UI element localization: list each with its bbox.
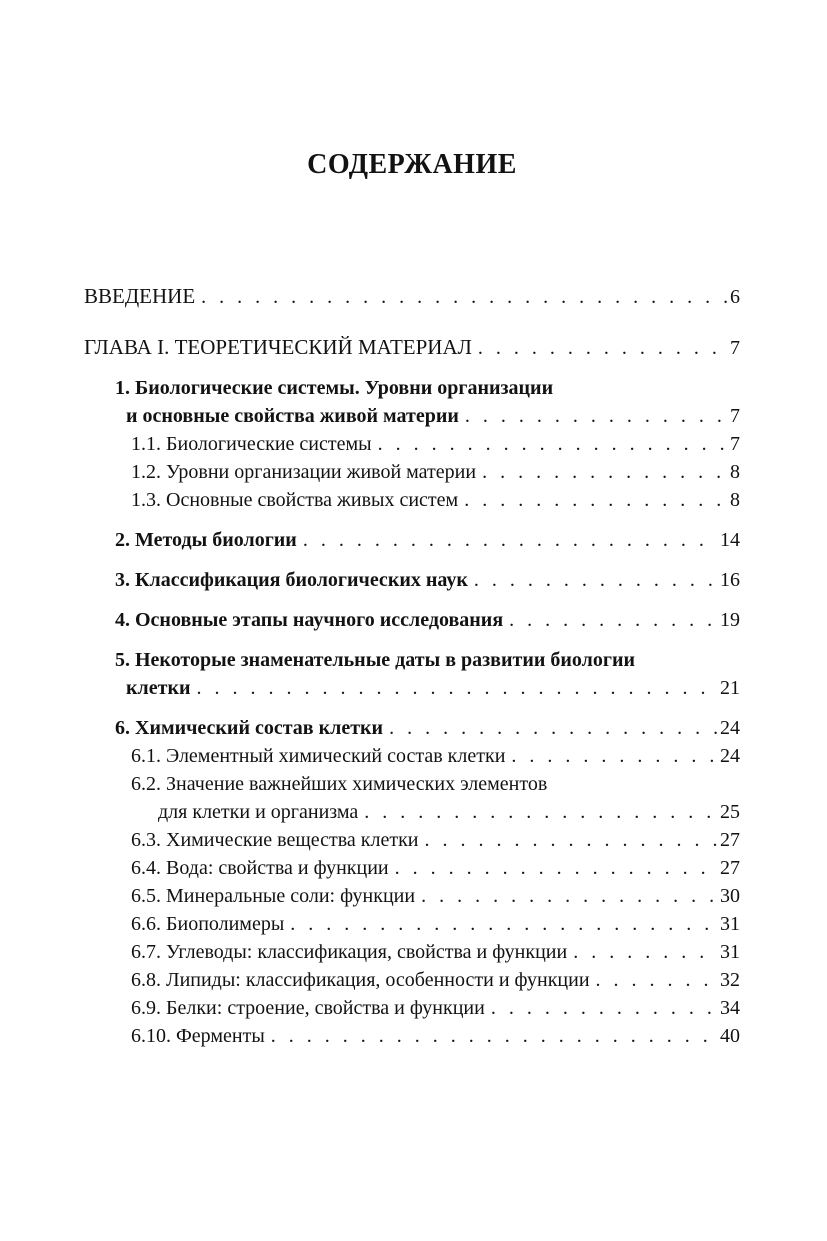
- toc-entry-text: 6.2. Значение важнейших химических элементов: [131, 773, 548, 795]
- page-number: 27: [720, 829, 740, 851]
- dot-leader: [596, 966, 717, 994]
- toc-entry: [84, 646, 740, 702]
- toc-line: [131, 1022, 740, 1050]
- toc-entry: [84, 882, 740, 910]
- toc-entry-text: 4. Основные этапы научного исследования: [115, 609, 504, 631]
- toc-entry-text: 6.5. Минеральные соли: функции: [131, 885, 416, 907]
- toc-entry-text: 6.7. Углеводы: классификация, свойства и функции: [131, 941, 568, 963]
- toc-entry-text: 6.10. Ферменты: [131, 1025, 265, 1047]
- toc-entry-text: 6.9. Белки: строение, свойства и функции: [131, 997, 485, 1019]
- dot-leader: [491, 994, 717, 1022]
- page-number: 7: [730, 405, 740, 427]
- toc-line: [115, 606, 740, 634]
- dot-leader: [474, 566, 717, 594]
- page-number: 25: [720, 801, 740, 823]
- toc-entry: [84, 910, 740, 938]
- toc-line: [131, 994, 740, 1022]
- toc-line: [131, 742, 740, 770]
- toc-line: [115, 646, 740, 674]
- toc-entry-text: 6.1. Элементный химический состав клетки: [131, 745, 506, 767]
- page-number: 14: [720, 529, 740, 551]
- dot-leader: [464, 486, 727, 514]
- dot-leader: [389, 714, 717, 742]
- page-number: 7: [730, 337, 740, 359]
- page-number: 8: [730, 461, 740, 483]
- toc-entry: [84, 742, 740, 770]
- page-number: 32: [720, 969, 740, 991]
- toc-entry-text: 6.6. Биополимеры: [131, 913, 285, 935]
- toc-line: [131, 770, 740, 798]
- page-number: 24: [720, 717, 740, 739]
- toc-entry: [84, 938, 740, 966]
- toc-line: [131, 938, 740, 966]
- dot-leader: [573, 938, 717, 966]
- dot-leader: [482, 458, 727, 486]
- toc-entry-text: 5. Некоторые знаменательные даты в развитии биологии: [115, 649, 635, 671]
- toc-line: [115, 526, 740, 554]
- dot-leader: [425, 826, 718, 854]
- toc-entry: [84, 826, 740, 854]
- toc-entry: [84, 994, 740, 1022]
- toc-line: [115, 402, 740, 430]
- toc-entry: [84, 458, 740, 486]
- toc-line: [115, 714, 740, 742]
- toc-line: [131, 966, 740, 994]
- page-number: 21: [720, 677, 740, 699]
- toc-entry-text: 6.4. Вода: свойства и функции: [131, 857, 389, 879]
- toc-entry: [84, 770, 740, 826]
- toc-line: [115, 566, 740, 594]
- toc-entry-text: 1.2. Уровни организации живой материи: [131, 461, 477, 483]
- page-number: 27: [720, 857, 740, 879]
- toc-entry-text: 1. Биологические системы. Уровни организации: [115, 377, 554, 399]
- toc-line: [115, 674, 740, 702]
- dot-leader: [364, 798, 717, 826]
- page-number: 24: [720, 745, 740, 767]
- page-number: 31: [720, 913, 740, 935]
- toc-entry-text: ВВЕДЕНИЕ: [84, 284, 196, 308]
- toc-entry: [84, 374, 740, 430]
- dot-leader: [421, 882, 717, 910]
- toc-entry: [84, 333, 740, 362]
- toc-line: [84, 333, 740, 362]
- toc-entry: [84, 282, 740, 311]
- toc-line: [84, 282, 740, 311]
- toc-entry: [84, 566, 740, 594]
- page-number: 6: [730, 286, 740, 308]
- toc-entry: [84, 714, 740, 742]
- page-number: 19: [720, 609, 740, 631]
- dot-leader: [378, 430, 727, 458]
- toc-entry-text: ГЛАВА I. ТЕОРЕТИЧЕСКИЙ МАТЕРИАЛ: [84, 335, 472, 359]
- toc-entry: [84, 966, 740, 994]
- dot-leader: [511, 742, 717, 770]
- toc-list: [84, 282, 740, 1050]
- toc-entry-text: клетки: [126, 677, 191, 699]
- toc-line: [131, 854, 740, 882]
- dot-leader: [303, 526, 717, 554]
- toc-entry: [84, 606, 740, 634]
- dot-leader: [197, 674, 718, 702]
- page-number: 40: [720, 1025, 740, 1047]
- toc-line: [131, 882, 740, 910]
- page-number: 31: [720, 941, 740, 963]
- toc-line: [131, 430, 740, 458]
- toc-line: [131, 798, 740, 826]
- page-title: СОДЕРЖАНИЕ: [307, 149, 517, 180]
- dot-leader: [509, 606, 717, 634]
- toc-line: [131, 486, 740, 514]
- toc-entry-text: 1.1. Биологические системы: [131, 433, 372, 455]
- page-number: 16: [720, 569, 740, 591]
- toc-entry-text: 6.8. Липиды: классификация, особенности и функции: [131, 969, 590, 991]
- page-number: 30: [720, 885, 740, 907]
- toc-entry-text: и основные свойства живой материи: [126, 405, 459, 427]
- toc-line: [115, 374, 740, 402]
- toc-entry-text: 6.3. Химические вещества клетки: [131, 829, 419, 851]
- dot-leader: [201, 283, 727, 311]
- toc-line: [131, 458, 740, 486]
- dot-leader: [395, 854, 717, 882]
- page-number: 7: [730, 433, 740, 455]
- dot-leader: [290, 910, 717, 938]
- toc-entry-text: 3. Классификация биологических наук: [115, 569, 468, 591]
- toc-entry-text: 2. Методы биологии: [115, 529, 297, 551]
- toc-entry: [84, 526, 740, 554]
- dot-leader: [465, 402, 727, 430]
- dot-leader: [271, 1022, 717, 1050]
- toc-entry: [84, 486, 740, 514]
- toc-entry: [84, 430, 740, 458]
- page-number: 34: [720, 997, 740, 1019]
- toc-entry-text: 6. Химический состав клетки: [115, 717, 384, 739]
- toc-entry-text: 1.3. Основные свойства живых систем: [131, 489, 459, 511]
- dot-leader: [478, 334, 727, 362]
- toc-entry-text: для клетки и организма: [158, 801, 359, 823]
- toc-entry: [84, 1022, 740, 1050]
- page-number: 8: [730, 489, 740, 511]
- toc-line: [131, 910, 740, 938]
- toc-entry: [84, 854, 740, 882]
- toc-line: [131, 826, 740, 854]
